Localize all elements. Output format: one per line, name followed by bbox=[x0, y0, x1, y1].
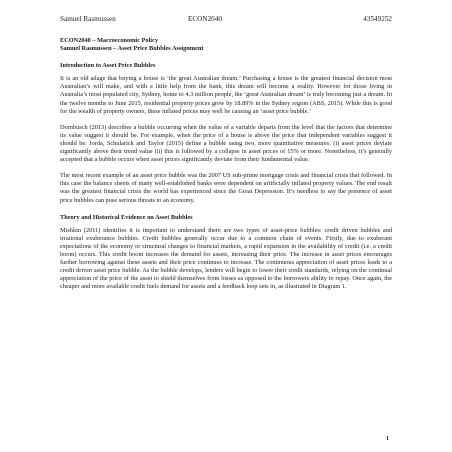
section-heading-theory: Theory and Historical Evidence on Asset Bubbles bbox=[60, 213, 193, 221]
document-body bbox=[60, 37, 392, 299]
paragraph-intro-2: Dornbusch (2013) describes a bubble occurring when the value of a variable departs from the level that the factors that determine its value suggest it should be. For example, when the price of a house is above the price that independent variables suggest it should be. Jorda, Schularick and Taylor (2015) define a bubble using two, more quantitative measures: (i) asset prices deviate significantly above their trend value (ii) this is followed by a collapse in asset prices of 15% or more. Nonetheless, it’s generally accepted that a bubble occurs when asset prices significantly deviate from their fundamental value. bbox=[60, 123, 392, 164]
section-heading-introduction: Introduction to Asset Price Bubbles bbox=[60, 62, 156, 70]
paragraph-intro-1: It is an old adage that buying a house is ‘the great Australian dream.’ Purchasing a house is the greatest financial decision most Australian’s will make, and with a little help from the bank, this dream will become a reality. However for those living in Australia’s most populated city, Sydney, home to 4.3 million people, the ‘great Australian dream’ is truly becoming just a dream. In the twelve months to June 2015, residential property prices grew by 18.89% in the Sydney region (ABS, 2015). While this is good for the wealth of property owners, these inflated prices may well be causing an ‘asset price bubble.’ bbox=[60, 75, 392, 115]
header-course: ECON2040 bbox=[188, 15, 222, 23]
header-author: Samuel Rasmussen bbox=[60, 15, 116, 23]
title-line-course: ECON2040 – Macroeconomic Policy bbox=[60, 37, 158, 44]
paragraph-theory-1: Mishkin (2011) identifies it is important to understand there are two types of asset-price bubbles: credit driven bubbles and irrational exuberance bubbles. Credit bubbles generally occur due to a common chain of events. Firstly, due to exuberant expectations of the economy or structural changes to financial markets, a rapid expansion in the availability of credit (i.e. a credit boom) occurs. This credit boom increases the demand for assets, increasing their price. The increase in asset prices encourages further borrowing against these assets and their price continues to increase. The continuous appreciation of asset prices leads to a credit driven asset price bubble. As the bubble develops, lenders will begin to lower their credit standards, relying on the continual appreciation of the price of the asset to shield themselves from losses as opposed to the borrowers ability to repay. Once again, the cheaper and more available credit fuels demand for assets and a feedback loop sets in, as illustrated in Diagram 1. bbox=[60, 226, 392, 291]
page-header bbox=[60, 14, 392, 24]
paragraph-intro-3: The most recent example of an asset price bubble was the 2007 US sub-prime mortgage crisis and financial crisis that followed. In this case the balance sheets of many well-established banks were dependent on artificially inflated property values. The end result was the greatest financial crisis the world has experienced since the Great Depression. It’s needless to say the presence of asset price bubbles can pose serious threats to an economy. bbox=[60, 172, 392, 204]
header-student-id: 43549252 bbox=[363, 15, 392, 23]
document-title bbox=[60, 37, 392, 53]
page-number: 1 bbox=[386, 435, 389, 442]
title-line-assignment: Samuel Rasmussen – Asset Price Bubbles Assignment bbox=[60, 45, 204, 53]
